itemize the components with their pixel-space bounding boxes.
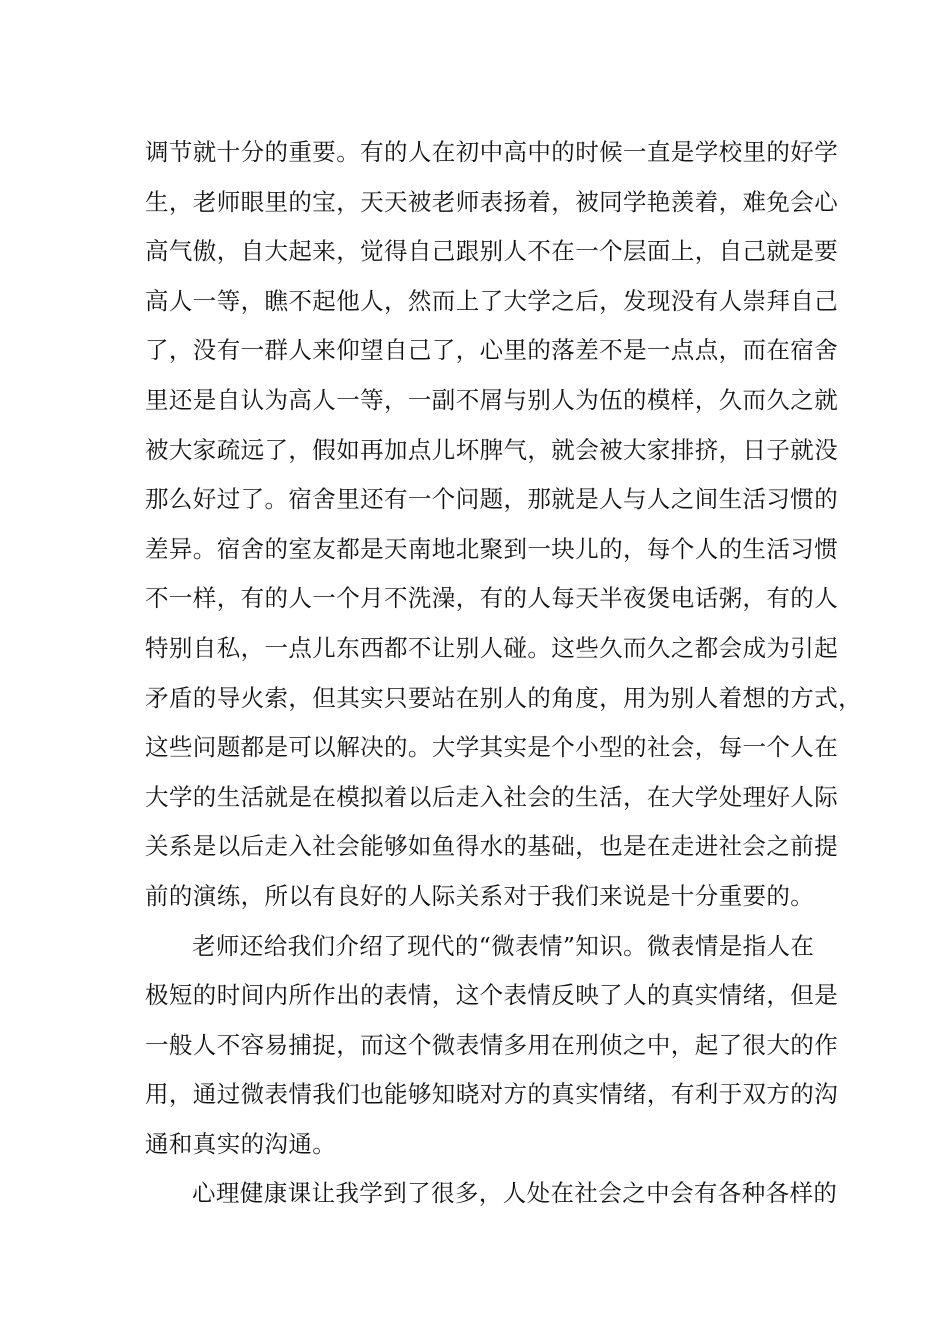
text-line: 关系是以后走入社会能够如鱼得水的基础，也是在走进社会之前提 — [145, 832, 839, 861]
text-line: 了，没有一群人来仰望自己了，心里的落差不是一点点，而在宿舍 — [145, 336, 839, 365]
text-line: 前的演练，所以有良好的人际关系对于我们来说是十分重要的。 — [145, 881, 815, 910]
text-line: 极短的时间内所作出的表情，这个表情反映了人的真实情绪，但是 — [145, 981, 839, 1010]
text-line: 用，通过微表情我们也能够知晓对方的真实情绪，有利于双方的沟 — [145, 1080, 839, 1109]
text-line: 调节就十分的重要。有的人在初中高中的时候一直是学校里的好学 — [145, 138, 839, 166]
text-line: 大学的生活就是在模拟着以后走入社会的生活，在大学处理好人际 — [145, 782, 839, 811]
text-line: 高人一等，瞧不起他人，然而上了大学之后，发现没有人崇拜自己 — [145, 286, 839, 315]
text-line: 特别自私，一点儿东西都不让别人碰。这些久而久之都会成为引起 — [145, 633, 839, 662]
body-text — [145, 128, 862, 1219]
text-line: 里还是自认为高人一等，一副不屑与别人为伍的模样，久而久之就 — [145, 385, 839, 414]
text-line: 矛盾的导火索，但其实只要站在别人的角度，用为别人着想的方式， — [145, 683, 862, 712]
text-line: 差异。宿舍的室友都是天南地北聚到一块儿的，每个人的生活习惯 — [145, 534, 839, 563]
paragraph-start-line: 老师还给我们介绍了现代的“微表情”知识。微表情是指人在 — [192, 931, 815, 960]
text-line: 那么好过了。宿舍里还有一个问题，那就是人与人之间生活习惯的 — [145, 485, 839, 514]
text-line: 通和真实的沟通。 — [145, 1129, 337, 1158]
text-line: 这些问题都是可以解决的。大学其实是个小型的社会，每一个人在 — [145, 733, 839, 762]
text-line: 不一样，有的人一个月不洗澡，有的人每天半夜煲电话粥，有的人 — [145, 584, 839, 613]
text-line: 高气傲，自大起来，觉得自己跟别人不在一个层面上，自己就是要 — [145, 237, 839, 266]
paragraph-start-line: 心理健康课让我学到了很多，人处在社会之中会有各种各样的 — [192, 1179, 838, 1208]
text-line: 被大家疏远了，假如再加点儿坏脾气，就会被大家排挤，日子就没 — [145, 435, 839, 464]
text-line: 一般人不容易捕捉，而这个微表情多用在刑侦之中，起了很大的作 — [145, 1030, 839, 1059]
text-line: 生，老师眼里的宝，天天被老师表扬着，被同学艳羡着，难免会心 — [145, 187, 839, 216]
